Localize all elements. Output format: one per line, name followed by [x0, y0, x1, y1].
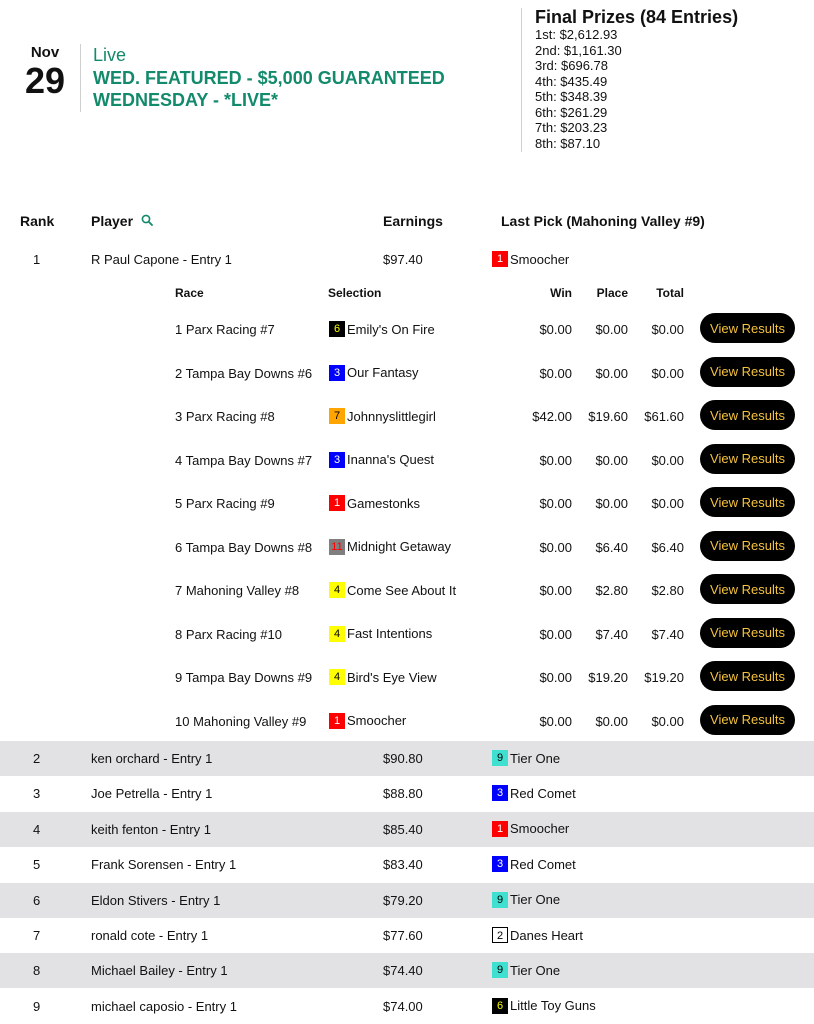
- total-amount: $7.40: [651, 626, 684, 642]
- row-last-pick: [492, 251, 569, 267]
- horse-name: Our Fantasy: [347, 365, 419, 380]
- race-pick-row: [0, 353, 814, 396]
- total-amount: $6.40: [651, 539, 684, 555]
- view-results-button[interactable]: View Results: [700, 618, 795, 648]
- row-earnings: $97.40: [383, 252, 423, 267]
- row-rank: 7: [33, 928, 41, 943]
- event-status: Live: [93, 45, 127, 65]
- detail-header-selection: Selection: [328, 286, 382, 300]
- row-rank: 5: [33, 857, 41, 873]
- final-prizes: [535, 7, 738, 151]
- place-amount: $19.20: [588, 670, 628, 685]
- place-amount: $0.00: [595, 713, 628, 729]
- prizes-divider: [521, 8, 522, 152]
- standings-row[interactable]: [0, 989, 814, 1024]
- post-position-badge: 1: [492, 251, 508, 267]
- total-amount: $2.80: [651, 583, 684, 598]
- prize-line-4: 4th: $435.49: [535, 73, 608, 89]
- horse-name: Tier One: [510, 892, 561, 908]
- event-name-line2: WEDNESDAY - *LIVE*: [93, 90, 279, 110]
- post-position-badge: 9: [492, 750, 508, 766]
- total-amount: $0.00: [651, 452, 684, 468]
- row-rank: 3: [33, 786, 41, 802]
- post-position-badge: 4: [329, 669, 345, 685]
- row-last-pick: [492, 892, 560, 908]
- win-amount: $0.00: [539, 365, 572, 381]
- view-results-button[interactable]: View Results: [700, 531, 795, 561]
- selection: [329, 408, 436, 424]
- selection: [329, 713, 406, 729]
- col-header-earnings: Earnings: [383, 213, 443, 229]
- horse-name: Little Toy Guns: [510, 998, 596, 1014]
- selection: [329, 495, 420, 511]
- event-month: Nov: [30, 44, 60, 61]
- post-position-badge: 6: [492, 998, 508, 1014]
- detail-header-place: Place: [596, 286, 628, 300]
- view-results-button[interactable]: View Results: [700, 400, 795, 430]
- place-amount: $0.00: [595, 322, 628, 337]
- post-position-badge: 4: [329, 582, 345, 598]
- race-pick-row: [0, 657, 814, 700]
- detail-header-total: Total: [656, 286, 684, 300]
- selection: [329, 582, 456, 598]
- horse-name: Come See About It: [347, 582, 457, 598]
- place-amount: $0.00: [595, 496, 628, 511]
- horse-name: Smoocher: [510, 251, 570, 267]
- view-results-button[interactable]: View Results: [700, 661, 795, 691]
- event-day: 29: [24, 60, 66, 101]
- total-amount: $61.60: [644, 409, 684, 424]
- col-header-rank: Rank: [20, 213, 55, 229]
- total-amount: $0.00: [651, 713, 684, 729]
- row-earnings: $83.40: [383, 857, 423, 873]
- row-earnings: $77.60: [383, 928, 423, 943]
- post-position-badge: 7: [329, 408, 345, 424]
- race-pick-row: [0, 309, 814, 352]
- prize-line-6: 6th: $261.29: [535, 104, 608, 120]
- win-amount: $0.00: [539, 322, 572, 337]
- race-name: 1 Parx Racing #7: [175, 322, 275, 337]
- win-amount: $42.00: [532, 409, 572, 424]
- row-player: R Paul Capone - Entry 1: [91, 252, 232, 267]
- row-last-pick: [492, 750, 560, 766]
- standings-row[interactable]: [0, 741, 814, 776]
- win-amount: $0.00: [539, 452, 572, 468]
- selection: [329, 321, 435, 337]
- post-position-badge: 11: [329, 539, 345, 555]
- race-pick-row: [0, 570, 814, 613]
- race-name: 6 Tampa Bay Downs #8: [175, 539, 313, 555]
- row-rank: 9: [33, 998, 41, 1014]
- horse-name: Tier One: [510, 962, 561, 978]
- prize-line-3: 3rd: $696.78: [535, 58, 609, 73]
- row-earnings: $85.40: [383, 821, 423, 837]
- post-position-badge: 1: [492, 821, 508, 837]
- detail-header-race: Race: [175, 286, 204, 300]
- selection: [329, 626, 432, 642]
- total-amount: $0.00: [651, 365, 684, 381]
- total-amount: $0.00: [651, 496, 684, 511]
- place-amount: $2.80: [595, 583, 628, 598]
- place-amount: $19.60: [588, 409, 628, 424]
- row-earnings: $79.20: [383, 892, 423, 908]
- selection: [329, 669, 437, 685]
- win-amount: $0.00: [539, 670, 572, 685]
- prizes-title: Final Prizes (84 Entries): [535, 7, 739, 27]
- row-earnings: $74.40: [383, 963, 423, 979]
- event-date: [20, 44, 70, 99]
- col-header-player: [91, 213, 153, 229]
- win-amount: $0.00: [539, 626, 572, 642]
- place-amount: $0.00: [595, 452, 628, 468]
- row-player: Eldon Stivers - Entry 1: [91, 892, 221, 908]
- race-pick-row: [0, 483, 814, 526]
- race-pick-row: [0, 527, 814, 570]
- post-position-badge: 3: [329, 365, 345, 381]
- horse-name: Inanna's Quest: [347, 452, 435, 467]
- row-rank: 8: [33, 963, 41, 979]
- horse-name: Smoocher: [510, 821, 570, 837]
- row-earnings: $88.80: [383, 786, 423, 802]
- row-last-pick: [492, 785, 576, 801]
- view-results-button[interactable]: View Results: [700, 705, 795, 735]
- row-player: Joe Petrella - Entry 1: [91, 786, 213, 802]
- post-position-badge: 1: [329, 713, 345, 729]
- prize-line-8: 8th: $87.10: [535, 135, 601, 151]
- col-header-last-pick: Last Pick (Mahoning Valley #9): [501, 213, 705, 229]
- row-last-pick: [492, 856, 576, 872]
- horse-name: Fast Intentions: [347, 626, 433, 641]
- horse-name: Danes Heart: [510, 927, 583, 943]
- view-results-button[interactable]: View Results: [700, 357, 795, 387]
- standings-row-expanded[interactable]: [0, 242, 814, 277]
- win-amount: $0.00: [539, 539, 572, 555]
- row-player: Frank Sorensen - Entry 1: [91, 857, 237, 873]
- row-rank: 6: [33, 892, 41, 908]
- race-name: 5 Parx Racing #9: [175, 496, 275, 511]
- standings-row[interactable]: [0, 953, 814, 988]
- race-pick-row: [0, 614, 814, 657]
- horse-name: Bird's Eye View: [347, 669, 437, 685]
- row-rank: 4: [33, 821, 41, 837]
- search-icon[interactable]: [141, 213, 153, 229]
- view-results-button[interactable]: View Results: [700, 487, 795, 517]
- col-header-player-label: Player: [91, 213, 134, 229]
- view-results-button[interactable]: View Results: [700, 444, 795, 474]
- horse-name: Johnnyslittlegirl: [347, 408, 436, 424]
- prize-line-7: 7th: $203.23: [535, 120, 608, 135]
- selection: [329, 539, 451, 555]
- post-position-badge: 6: [329, 321, 345, 337]
- standings-row[interactable]: [0, 883, 814, 918]
- header-divider: [80, 44, 81, 112]
- post-position-badge: 4: [329, 626, 345, 642]
- row-player: ronald cote - Entry 1: [91, 928, 209, 943]
- selection: [329, 452, 434, 468]
- row-earnings: $74.00: [383, 998, 423, 1014]
- horse-name: Gamestonks: [347, 495, 420, 511]
- selection: [329, 365, 419, 381]
- view-results-button[interactable]: View Results: [700, 313, 795, 343]
- post-position-badge: 3: [492, 856, 508, 872]
- race-name: 3 Parx Racing #8: [175, 409, 275, 424]
- horse-name: Red Comet: [510, 785, 576, 801]
- event-info: [93, 45, 445, 110]
- race-pick-row: [0, 440, 814, 483]
- horse-name: Tier One: [510, 750, 561, 766]
- race-name: 8 Parx Racing #10: [175, 626, 282, 642]
- prize-line-5: 5th: $348.39: [535, 89, 608, 104]
- post-position-badge: 2: [492, 927, 508, 943]
- place-amount: $7.40: [595, 626, 628, 642]
- standings-row[interactable]: [0, 812, 814, 847]
- race-name: 7 Mahoning Valley #8: [175, 583, 300, 598]
- event-name-line1: WED. FEATURED - $5,000 GUARANTEED: [93, 68, 445, 88]
- win-amount: $0.00: [539, 583, 572, 598]
- row-player: michael caposio - Entry 1: [91, 998, 237, 1014]
- race-pick-row: [0, 396, 814, 439]
- horse-name: Emily's On Fire: [347, 321, 435, 337]
- prize-line-2: 2nd: $1,161.30: [535, 42, 622, 58]
- row-last-pick: [492, 927, 583, 943]
- row-player: Michael Bailey - Entry 1: [91, 963, 228, 979]
- horse-name: Midnight Getaway: [347, 539, 452, 554]
- race-name: 2 Tampa Bay Downs #6: [175, 365, 313, 381]
- place-amount: $6.40: [595, 539, 628, 555]
- row-rank: 1: [33, 252, 41, 267]
- race-pick-row: [0, 701, 814, 744]
- standings-row[interactable]: [0, 776, 814, 811]
- row-last-pick: [492, 821, 569, 837]
- standings-row[interactable]: [0, 847, 814, 882]
- post-position-badge: 1: [329, 495, 345, 511]
- race-name: 9 Tampa Bay Downs #9: [175, 670, 313, 685]
- row-rank: 2: [33, 751, 41, 766]
- win-amount: $0.00: [539, 496, 572, 511]
- view-results-button[interactable]: View Results: [700, 574, 795, 604]
- row-player: ken orchard - Entry 1: [91, 751, 213, 766]
- row-last-pick: [492, 998, 596, 1014]
- row-earnings: $90.80: [383, 751, 423, 766]
- race-name: 4 Tampa Bay Downs #7: [175, 452, 313, 468]
- row-player: keith fenton - Entry 1: [91, 821, 211, 837]
- total-amount: $19.20: [644, 670, 684, 685]
- prizes-list: [535, 27, 738, 151]
- post-position-badge: 3: [492, 785, 508, 801]
- horse-name: Smoocher: [347, 713, 407, 728]
- post-position-badge: 9: [492, 892, 508, 908]
- place-amount: $0.00: [595, 365, 628, 381]
- race-name: 10 Mahoning Valley #9: [175, 713, 307, 729]
- standings-row[interactable]: [0, 918, 814, 953]
- total-amount: $0.00: [651, 322, 684, 337]
- prize-line-1: 1st: $2,612.93: [535, 27, 618, 42]
- row-last-pick: [492, 962, 560, 978]
- win-amount: $0.00: [539, 713, 572, 729]
- detail-header-win: Win: [550, 286, 572, 300]
- post-position-badge: 9: [492, 962, 508, 978]
- horse-name: Red Comet: [510, 856, 576, 872]
- post-position-badge: 3: [329, 452, 345, 468]
